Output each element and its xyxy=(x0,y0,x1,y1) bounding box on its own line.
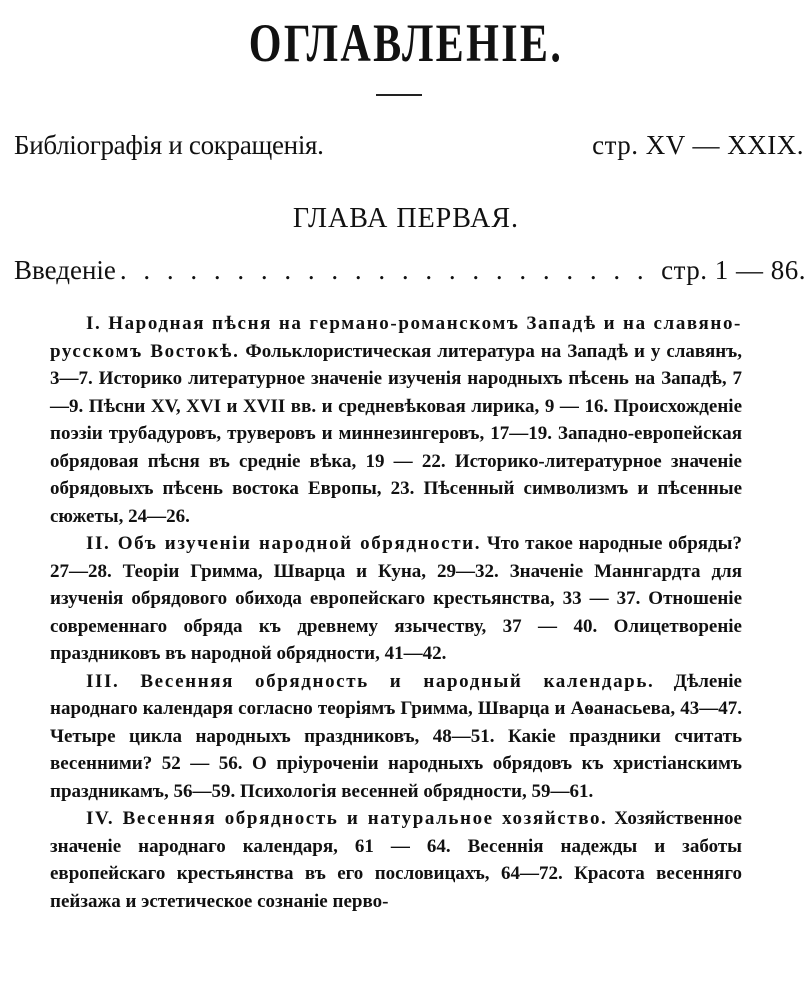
section-paragraph xyxy=(50,530,742,668)
dot-leader xyxy=(120,255,657,286)
section-heading: III. Весенняя обрядность и народный календарь. xyxy=(86,670,655,692)
section-heading: IV. Весенняя обрядность и натуральное хозяйство. xyxy=(86,808,608,829)
title-divider xyxy=(376,94,422,96)
section-heading: I. Народная пѣсня на германо-романскомъ Западѣ и на славяно-русскомъ Востокѣ. xyxy=(50,313,742,362)
section-heading: II. Объ изученіи народной обрядности. xyxy=(86,533,482,554)
contents-body xyxy=(50,310,742,915)
bibliography-entry xyxy=(14,130,804,161)
section-paragraph xyxy=(50,310,742,530)
section-text: Дѣленіе народнаго календаря согласно теоріямъ Гримма, Шварца и Аѳанасьева, 43—47. Четыре цикла народныхъ праздниковъ, 48—51. Какіе праздники считать весенними? 52 — 56. О пріуроченіи народныхъ обрядовъ къ христіанскимъ праздникамъ, 56—59. Психологія весенней обрядности, 59—61. xyxy=(50,670,742,802)
bibliography-label: Библіографія и сокращенія. xyxy=(14,130,324,160)
page-title: ОГЛАВЛЕНІЕ. xyxy=(248,13,564,73)
introduction-pages: стр. 1 — 86. xyxy=(661,255,806,285)
section-paragraph xyxy=(50,805,742,915)
section-paragraph xyxy=(50,668,742,806)
introduction-entry xyxy=(14,255,806,286)
section-text: Хозяйственное значеніе народнаго календаря, 61 — 64. Весеннія надежды и заботы европейскаго крестьянства въ его пословицахъ, 64—72. Красота весенняго пейзажа и эстетическое сознаніе перво- xyxy=(50,808,742,912)
section-text: Фольклористическая литература на Западѣ и у славянъ, 3—7. Историко литературное значеніе изученія народныхъ пѣсень на Западѣ, 7—9. Пѣсни XV, XVI и XVII вв. и средневѣковая лирика, 9 — 16. Происхожденіе поэзіи трубадуровъ, труверовъ и миннезингеровъ, 17—19. Западно-европейская обрядовая пѣсня въ средніе вѣка, 19 — 22. Историко-литературное значеніе обрядовыхъ пѣсень востока Европы, 23. Пѣсенный символизмъ и пѣсенные сюжеты, 24—26. xyxy=(50,340,742,527)
bibliography-pages: стр. XV — XXIX. xyxy=(592,130,804,160)
section-text: Что такое народные обряды? 27—28. Теоріи Гримма, Шварца и Куна, 29—32. Значеніе Маннгардта для изученія обрядового обихода европейскаго крестьянства, 33 — 37. Отношеніе современнаго обряда къ древнему язычеству, 37 — 40. Олицетвореніе праздниковъ въ народной обрядности, 41—42. xyxy=(50,533,742,664)
chapter-heading: ГЛАВА ПЕРВАЯ. xyxy=(292,203,520,234)
introduction-label: Введеніе xyxy=(14,255,116,285)
